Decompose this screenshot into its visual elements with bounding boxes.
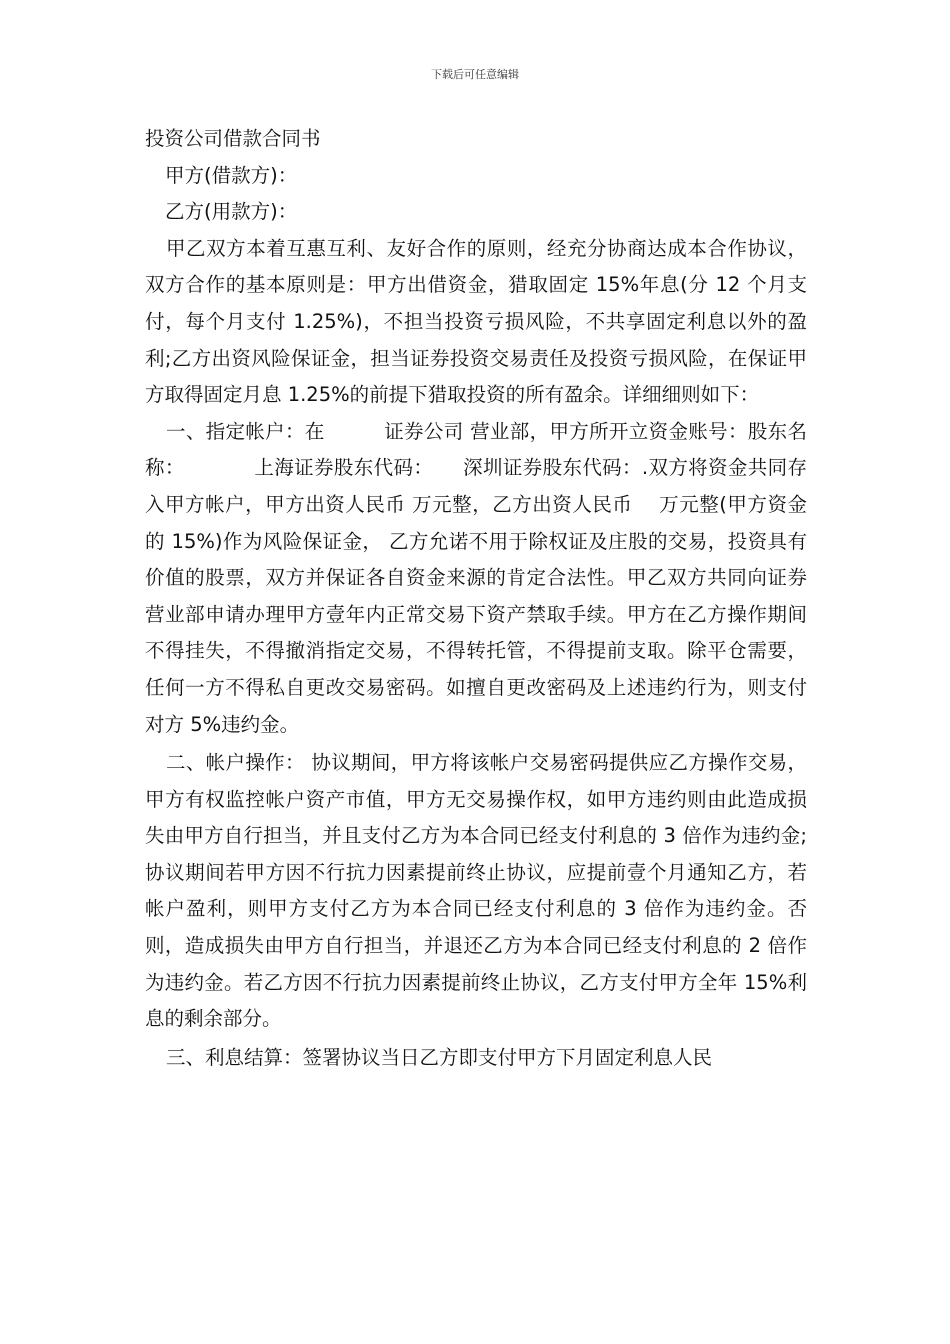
intro-paragraph: 甲乙双方本着互惠互利、友好合作的原则，经充分协商达成本合作协议，双方合作的基本原则是：甲方出借资金，猎取固定 15%年息(分 12 个月支付，每个月支付 1.25%)，不担当投资亏损风险，不共享固定利息以外的盈利;乙方出资风险保证金，担当证券投资交易责任及投资亏损风险，在保证甲方取得固定月息 1.25%的前提下猎取投资的所有盈余。详细细则如下： (145, 236, 807, 407)
party-a-line: 甲方(借款方)： (165, 163, 298, 187)
party-b-line: 乙方(用款方)： (165, 200, 298, 224)
page-header: 下载后可任意编辑 (431, 68, 519, 81)
document-body (145, 121, 807, 1076)
document-title: 投资公司借款合同书 (145, 127, 321, 150)
clause-3-paragraph: 三、利息结算：签署协议当日乙方即支付甲方下月固定利息人民 (166, 1045, 713, 1069)
clause-1-paragraph: 一、指定帐户：在 证券公司 营业部，甲方所开立资金账号：股东名称： 上海证券股东代码： 深圳证券股东代码：.双方将资金共同存入甲方帐户，甲方出资人民币 万元整，乙方出资人民币 万元整(甲方资金的 15%)作为风险保证金， 乙方允诺不用于除权证及庄股的交易，投资具有价值的股票，双方并保证各自资金来源的肯定合法性。甲乙双方共同向证券营业部申请办理甲方壹年内正常交易下资产禁取手续。甲方在乙方操作期间不得挂失，不得撤消指定交易，不得转托管，不得提前支取。除平仓需要，任何一方不得私自更改交易密码。如擅自更改密码及上述违约行为，则支付对方 5%违约金。 (145, 419, 807, 736)
clause-2-paragraph: 二、帐户操作： 协议期间，甲方将该帐户交易密码提供应乙方操作交易，甲方有权监控帐户资产市值，甲方无交易操作权，如甲方违约则由此造成损失由甲方自行担当，并且支付乙方为本合同已经支付利息的 3 倍作为违约金;协议期间若甲方因不行抗力因素提前终止协议，应提前壹个月通知乙方，若帐户盈利，则甲方支付乙方为本合同已经支付利息的 3 倍作为违约金。否则，造成损失由甲方自行担当，并退还乙方为本合同已经支付利息的 2 倍作为违约金。若乙方因不行抗力因素提前终止协议，乙方支付甲方全年 15%利息的剩余部分。 (145, 751, 807, 1031)
